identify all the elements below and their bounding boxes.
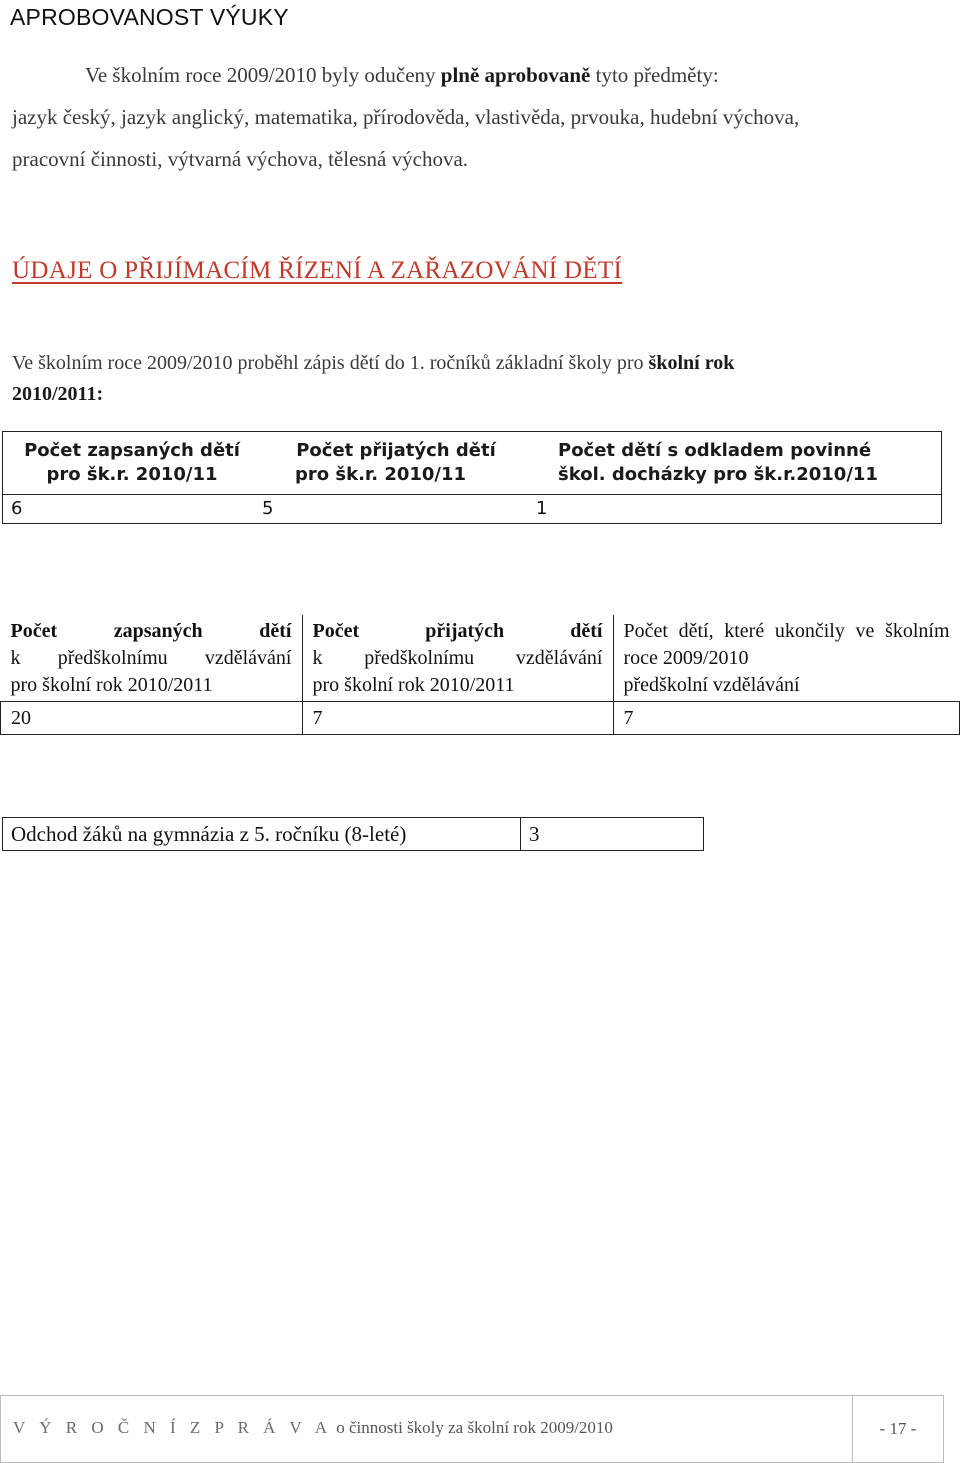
header-accepted-cell [265, 432, 527, 495]
header-accepted-l1: Počet přijatých dětí [296, 440, 496, 461]
enrollment-text: Ve školním roce 2009/2010 proběhl zápis dětí do 1. ročníků základní školy pro [12, 352, 649, 374]
aprobation-line-3: pracovní činnosti, výtvarná výchova, tělesná výchova. [12, 147, 469, 171]
aprobation-line-2: jazyk český, jazyk anglický, matematika, přírodověda, vlastivěda, prvouka, hudební výchova, [12, 105, 800, 129]
enrollment-bold: školní rok [648, 352, 735, 374]
first-grade-values-row [3, 495, 942, 524]
preschool-values-row [1, 702, 960, 735]
preschool-enrolled-bold: Počet zapsaných dětí [10, 620, 292, 642]
header-deferred-l1: Počet dětí s odkladem povinné [558, 440, 872, 461]
preschool-finished-l1: Počet dětí, které ukončily ve školním roce 2009/2010 [623, 620, 950, 669]
page-number: - 17 - [852, 1396, 943, 1462]
footer-text [13, 1418, 613, 1438]
preschool-table [0, 615, 960, 735]
gymnasium-value: 3 [521, 818, 704, 851]
value-accepted: 5 [262, 498, 274, 519]
admission-section-title: ÚDAJE O PŘIJÍMACÍM ŘÍZENÍ A ZAŘAZOVÁNÍ DĚTÍ [12, 257, 623, 284]
preschool-accepted-l2: k předškolnímu vzdělávání [312, 647, 603, 669]
header-accepted-l2: pro šk.r. 2010/11 [295, 464, 467, 485]
preschool-enrolled-l2: k předškolnímu vzdělávání [10, 647, 292, 669]
aprobation-bold: plně aprobovaně [440, 63, 591, 87]
preschool-header-accepted [302, 615, 613, 702]
aprobation-text: Ve školním roce 2009/2010 byly odučeny [85, 63, 441, 87]
aprobation-line-1 [85, 58, 719, 92]
preschool-accepted-l3: pro školní rok 2010/2011 [312, 674, 515, 696]
header-enrolled-cell [3, 432, 266, 495]
gymnasium-row [3, 818, 704, 851]
enrollment-line-2 [12, 377, 103, 411]
header-deferred-cell [527, 432, 942, 495]
preschool-finished-l3: předškolní vzdělávání [623, 674, 800, 696]
value-deferred: 1 [536, 498, 548, 519]
header-enrolled-l2: pro šk.r. 2010/11 [46, 464, 218, 485]
enrollment-line-1 [12, 346, 734, 380]
gymnasium-label: Odchod žáků na gymnázia z 5. ročníku (8-leté) [3, 818, 521, 851]
value-enrolled: 6 [11, 498, 23, 519]
preschool-value-accepted: 7 [302, 702, 613, 735]
preschool-header-row [1, 615, 960, 702]
preschool-header-enrolled [1, 615, 303, 702]
section-title-aprobovanost: APROBOVANOST VÝUKY [10, 4, 289, 30]
gymnasium-table [2, 817, 704, 851]
footer-report-subtitle: o činnosti školy za školní rok 2009/2010 [331, 1418, 613, 1437]
footer-report-title: V Ý R O Č N Í Z P R Á V A [13, 1418, 332, 1437]
page-footer [0, 1395, 944, 1463]
aprobation-text-end: tyto předměty: [590, 63, 719, 87]
preschool-header-finished [613, 615, 960, 702]
preschool-value-finished: 7 [613, 702, 960, 735]
preschool-value-enrolled: 20 [1, 702, 303, 735]
first-grade-table [2, 431, 942, 524]
preschool-enrolled-l3: pro školní rok 2010/2011 [10, 674, 213, 696]
header-enrolled-l1: Počet zapsaných dětí [24, 440, 240, 461]
enrollment-year: 2010/2011: [12, 383, 104, 405]
header-deferred-l2: škol. docházky pro šk.r.2010/11 [558, 464, 878, 485]
preschool-accepted-bold: Počet přijatých dětí [312, 620, 603, 642]
first-grade-header-row [3, 432, 942, 495]
